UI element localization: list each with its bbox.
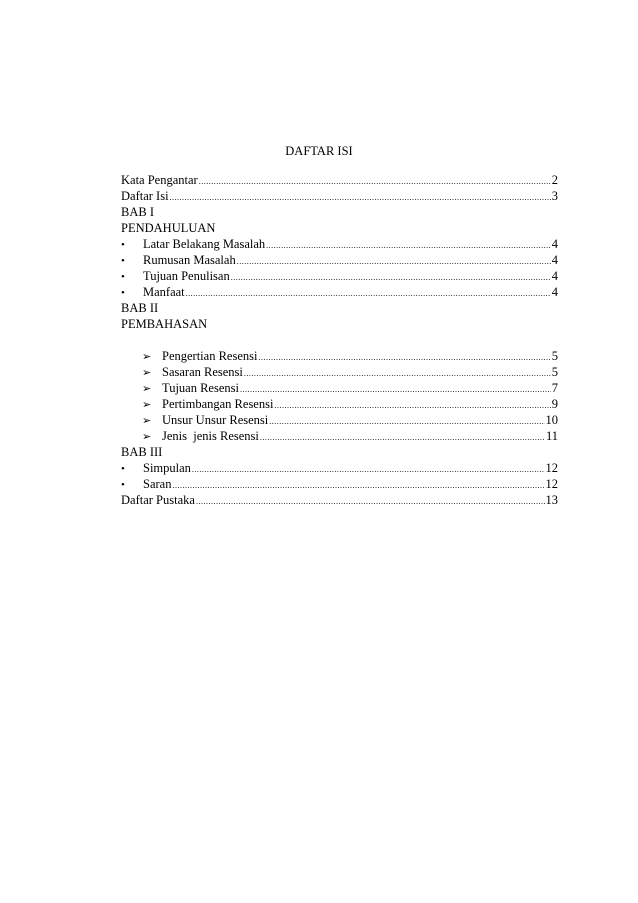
toc-label: Latar Belakang Masalah	[143, 237, 266, 251]
chapter-label: BAB II	[121, 301, 159, 315]
dot-leader	[192, 464, 545, 476]
dot-leader	[196, 496, 545, 508]
toc-page-number: 4	[551, 237, 558, 251]
toc-page-number: 4	[551, 285, 558, 299]
toc-page-number: 4	[551, 253, 558, 267]
toc-entry-pengertian-resensi	[121, 348, 558, 364]
toc-label: Pengertian Resensi	[162, 349, 258, 363]
toc-page-number: 5	[551, 365, 558, 379]
toc-label: Tujuan Resensi	[162, 381, 239, 395]
toc-page-number: 12	[545, 477, 558, 491]
toc-label: Unsur Unsur Resensi	[162, 413, 269, 427]
bullet-icon: •	[121, 287, 125, 299]
toc-entry-kata-pengantar	[121, 172, 558, 188]
chapter-title: PENDAHULUAN	[121, 221, 216, 235]
toc-page-number: 2	[551, 173, 558, 187]
toc-label: Saran	[143, 477, 172, 491]
dot-leader	[269, 416, 544, 428]
toc-chapter-bab-2	[121, 300, 558, 316]
toc-entry-latar-belakang	[121, 236, 558, 252]
dot-leader	[231, 272, 551, 284]
dot-leader	[199, 176, 551, 188]
toc-label: Kata Pengantar	[121, 173, 198, 187]
toc-entry-daftar-isi	[121, 188, 558, 204]
toc-label: Tujuan Penulisan	[143, 269, 230, 283]
toc-page-number: 12	[545, 461, 558, 475]
dot-leader	[172, 480, 544, 492]
dot-leader	[240, 384, 551, 396]
bullet-icon: •	[121, 239, 125, 251]
dot-leader	[266, 240, 551, 252]
arrow-bullet-icon: ➢	[142, 431, 152, 443]
toc-entry-unsur-resensi	[121, 412, 558, 428]
toc-label: Rumusan Masalah	[143, 253, 236, 267]
toc-page-number: 10	[545, 413, 558, 427]
bullet-icon: •	[121, 463, 125, 475]
arrow-bullet-icon: ➢	[142, 351, 152, 363]
toc-entry-jenis-resensi	[121, 428, 558, 444]
dot-leader	[274, 400, 550, 412]
toc-entry-daftar-pustaka	[121, 492, 558, 508]
arrow-bullet-icon: ➢	[142, 399, 152, 411]
toc-chapter-title-pendahuluan	[121, 220, 558, 236]
toc-entry-sasaran-resensi	[121, 364, 558, 380]
toc-label: Pertimbangan Resensi	[162, 397, 274, 411]
toc-page-number: 9	[551, 397, 558, 411]
dot-leader	[258, 352, 550, 364]
dot-leader	[260, 432, 545, 444]
toc-page-number: 7	[551, 381, 558, 395]
toc-label: Jenis jenis Resensi	[162, 429, 259, 443]
chapter-label: BAB I	[121, 205, 154, 219]
toc-page-number: 4	[551, 269, 558, 283]
bullet-icon: •	[121, 479, 125, 491]
toc-entry-pertimbangan-resensi	[121, 396, 558, 412]
bullet-icon: •	[121, 255, 125, 267]
dot-leader	[237, 256, 551, 268]
toc-chapter-bab-1	[121, 204, 558, 220]
toc-chapter-bab-3	[121, 444, 558, 460]
toc-label: Daftar Pustaka	[121, 493, 195, 507]
arrow-bullet-icon: ➢	[142, 415, 152, 427]
toc-page-number: 13	[545, 493, 558, 507]
arrow-bullet-icon: ➢	[142, 383, 152, 395]
dot-leader	[170, 192, 551, 204]
blank-line	[121, 332, 558, 348]
arrow-bullet-icon: ➢	[142, 367, 152, 379]
bullet-icon: •	[121, 271, 125, 283]
toc-entry-tujuan-penulisan	[121, 268, 558, 284]
toc-label: Sasaran Resensi	[162, 365, 243, 379]
toc-label: Manfaat	[143, 285, 185, 299]
chapter-title: PEMBAHASAN	[121, 317, 208, 331]
toc-page-number: 11	[545, 429, 558, 443]
page-title: DAFTAR ISI	[285, 144, 353, 158]
toc-entry-tujuan-resensi	[121, 380, 558, 396]
toc-page-number: 3	[551, 189, 558, 203]
toc-entry-simpulan	[121, 460, 558, 476]
toc-label: Daftar Isi	[121, 189, 169, 203]
toc-entry-saran	[121, 476, 558, 492]
dot-leader	[244, 368, 551, 380]
chapter-label: BAB III	[121, 445, 163, 459]
toc-entry-rumusan-masalah	[121, 252, 558, 268]
toc-page-number: 5	[551, 349, 558, 363]
toc-chapter-title-pembahasan	[121, 316, 558, 332]
table-of-contents	[121, 172, 558, 508]
toc-entry-manfaat	[121, 284, 558, 300]
dot-leader	[186, 288, 551, 300]
toc-label: Simpulan	[143, 461, 191, 475]
